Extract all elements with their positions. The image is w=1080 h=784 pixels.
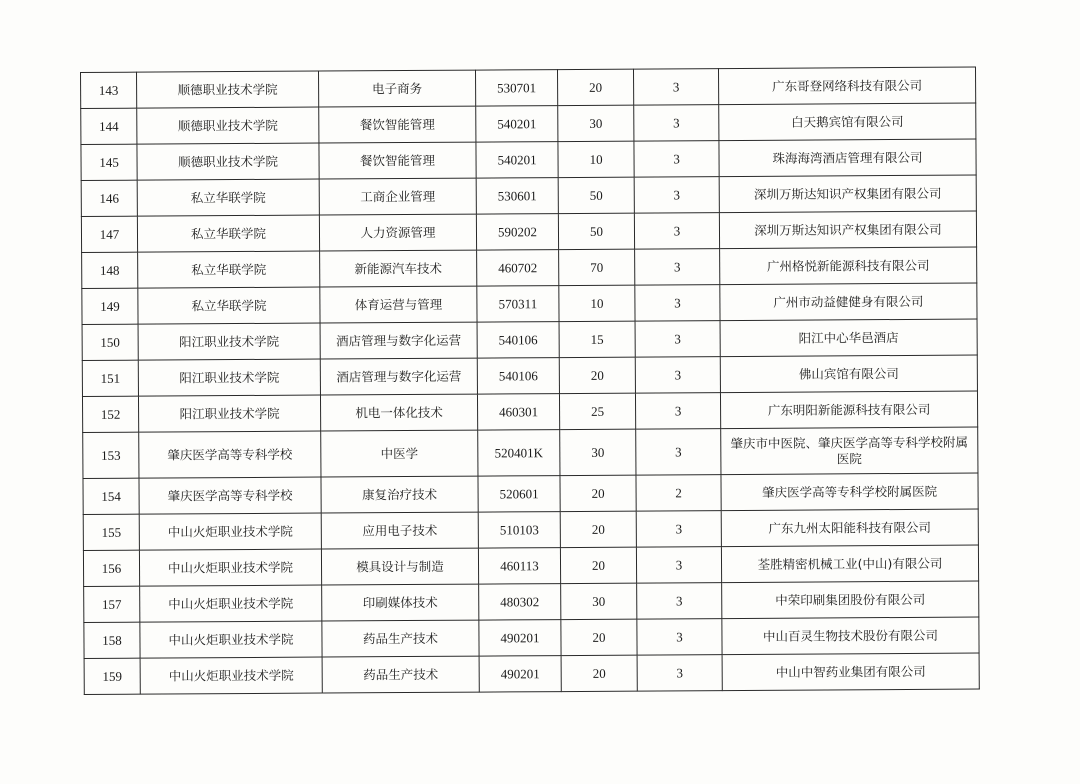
- school-name: 阳江职业技术学院: [138, 359, 320, 396]
- program-years: 3: [635, 321, 720, 358]
- table-row: [84, 653, 979, 694]
- table-row: [83, 545, 978, 586]
- enrollment-count: 10: [559, 285, 635, 321]
- partner-company: 荃胜精密机械工业(中山)有限公司: [721, 545, 978, 583]
- partner-company: 广东九州太阳能科技有限公司: [721, 509, 978, 547]
- school-name: 顺德职业技术学院: [137, 71, 319, 108]
- partner-company: 广东明阳新能源科技有限公司: [720, 391, 977, 429]
- table-row: [83, 473, 978, 514]
- major-name: 餐饮智能管理: [319, 106, 476, 143]
- major-code: 490201: [479, 620, 561, 657]
- major-name: 中医学: [321, 430, 478, 477]
- major-name: 体育运营与管理: [320, 286, 477, 323]
- partner-company: 中山百灵生物技术股份有限公司: [722, 617, 979, 655]
- row-number: 147: [81, 216, 137, 252]
- program-years: 3: [637, 655, 722, 692]
- partner-company: 深圳万斯达知识产权集团有限公司: [719, 211, 976, 249]
- row-number: 159: [84, 658, 140, 694]
- row-number: 149: [82, 288, 138, 324]
- enrollment-count: 30: [561, 583, 637, 619]
- school-name: 顺德职业技术学院: [137, 107, 319, 144]
- program-years: 3: [635, 285, 720, 322]
- table-row: [81, 139, 976, 180]
- partner-company: 广州格悦新能源科技有限公司: [720, 247, 977, 285]
- major-name: 餐饮智能管理: [319, 142, 476, 179]
- major-code: 520601: [478, 476, 560, 513]
- program-table: [80, 67, 980, 695]
- table-row: [82, 391, 977, 432]
- enrollment-count: 20: [561, 619, 637, 655]
- row-number: 158: [84, 622, 140, 658]
- program-years: 3: [637, 619, 722, 656]
- school-name: 肇庆医学高等专科学校: [139, 431, 321, 478]
- program-years: 2: [636, 475, 721, 512]
- table-row: [81, 175, 976, 216]
- school-name: 肇庆医学高等专科学校: [139, 477, 321, 514]
- major-name: 应用电子技术: [321, 512, 478, 549]
- partner-company: 肇庆医学高等专科学校附属医院: [721, 473, 978, 511]
- major-code: 520401K: [478, 430, 560, 477]
- major-code: 460301: [477, 394, 559, 431]
- enrollment-count: 20: [560, 511, 636, 547]
- major-name: 人力资源管理: [319, 214, 476, 251]
- table-row: [81, 211, 976, 252]
- school-name: 私立华联学院: [138, 251, 320, 288]
- major-code: 540106: [477, 322, 559, 359]
- table-row: [82, 247, 977, 288]
- partner-company: 中山中智药业集团有限公司: [722, 653, 979, 691]
- row-number: 148: [82, 252, 138, 288]
- school-name: 阳江职业技术学院: [138, 395, 320, 432]
- school-name: 阳江职业技术学院: [138, 323, 320, 360]
- table-body: [81, 67, 980, 694]
- major-name: 康复治疗技术: [321, 476, 478, 513]
- row-number: 146: [81, 180, 137, 216]
- major-code: 530701: [475, 70, 557, 107]
- row-number: 143: [81, 72, 137, 108]
- major-name: 印刷媒体技术: [322, 584, 479, 621]
- major-name: 药品生产技术: [322, 620, 479, 657]
- major-name: 机电一体化技术: [320, 394, 477, 431]
- partner-company: 中荣印刷集团股份有限公司: [722, 581, 979, 619]
- school-name: 私立华联学院: [137, 179, 319, 216]
- program-years: 3: [635, 249, 720, 286]
- major-code: 540201: [476, 106, 558, 143]
- partner-company: 广东哥登网络科技有限公司: [718, 67, 975, 105]
- table-row: [83, 427, 978, 478]
- table-row: [82, 355, 977, 396]
- enrollment-count: 50: [558, 213, 634, 249]
- program-years: 3: [634, 213, 719, 250]
- major-code: 460113: [478, 548, 560, 585]
- school-name: 中山火炬职业技术学院: [140, 621, 322, 658]
- program-years: 3: [634, 177, 719, 214]
- row-number: 144: [81, 108, 137, 144]
- partner-company: 佛山宾馆有限公司: [720, 355, 977, 393]
- major-code: 490201: [479, 656, 561, 693]
- partner-company: 珠海海湾酒店管理有限公司: [719, 139, 976, 177]
- partner-company: 白天鹅宾馆有限公司: [719, 103, 976, 141]
- partner-company: 肇庆市中医院、肇庆医学高等专科学校附属医院: [721, 427, 978, 475]
- program-years: 3: [634, 141, 719, 178]
- table-row: [81, 103, 976, 144]
- major-code: 590202: [476, 214, 558, 251]
- program-years: 3: [633, 69, 718, 106]
- program-years: 3: [635, 357, 720, 394]
- school-name: 中山火炬职业技术学院: [140, 657, 322, 694]
- table-row: [81, 67, 976, 108]
- program-years: 3: [637, 583, 722, 620]
- enrollment-count: 20: [560, 475, 636, 511]
- table-row: [82, 319, 977, 360]
- enrollment-count: 20: [560, 547, 636, 583]
- table-row: [84, 581, 979, 622]
- major-name: 工商企业管理: [319, 178, 476, 215]
- table-row: [82, 283, 977, 324]
- program-years: 3: [636, 511, 721, 548]
- school-name: 中山火炬职业技术学院: [140, 585, 322, 622]
- row-number: 145: [81, 144, 137, 180]
- enrollment-count: 20: [559, 357, 635, 393]
- school-name: 私立华联学院: [138, 287, 320, 324]
- partner-company: 广州市动益健健身有限公司: [720, 283, 977, 321]
- school-name: 中山火炬职业技术学院: [139, 549, 321, 586]
- row-number: 157: [84, 586, 140, 622]
- enrollment-count: 70: [559, 249, 635, 285]
- row-number: 150: [82, 324, 138, 360]
- school-name: 私立华联学院: [137, 215, 319, 252]
- school-name: 顺德职业技术学院: [137, 143, 319, 180]
- row-number: 155: [83, 514, 139, 550]
- enrollment-count: 15: [559, 321, 635, 357]
- enrollment-count: 30: [560, 429, 636, 475]
- row-number: 153: [83, 432, 139, 478]
- enrollment-count: 50: [558, 177, 634, 213]
- enrollment-count: 30: [558, 105, 634, 141]
- major-name: 模具设计与制造: [321, 548, 478, 585]
- enrollment-count: 10: [558, 141, 634, 177]
- program-years: 3: [636, 429, 721, 476]
- table-row: [83, 509, 978, 550]
- major-name: 酒店管理与数字化运营: [320, 322, 477, 359]
- enrollment-count: 20: [557, 69, 633, 105]
- major-name: 药品生产技术: [322, 656, 479, 693]
- major-code: 460702: [477, 250, 559, 287]
- enrollment-count: 25: [559, 393, 635, 429]
- major-code: 510103: [478, 512, 560, 549]
- table-row: [84, 617, 979, 658]
- school-name: 中山火炬职业技术学院: [139, 513, 321, 550]
- row-number: 152: [82, 396, 138, 432]
- major-code: 530601: [476, 178, 558, 215]
- major-name: 电子商务: [318, 70, 475, 107]
- program-years: 3: [635, 393, 720, 430]
- major-name: 酒店管理与数字化运营: [320, 358, 477, 395]
- major-name: 新能源汽车技术: [320, 250, 477, 287]
- major-code: 540201: [476, 142, 558, 179]
- program-years: 3: [636, 547, 721, 584]
- program-years: 3: [634, 105, 719, 142]
- major-code: 480302: [479, 584, 561, 621]
- partner-company: 深圳万斯达知识产权集团有限公司: [719, 175, 976, 213]
- major-code: 540106: [477, 358, 559, 395]
- major-code: 570311: [477, 286, 559, 323]
- enrollment-count: 20: [561, 655, 637, 691]
- partner-company: 阳江中心华邑酒店: [720, 319, 977, 357]
- row-number: 151: [82, 360, 138, 396]
- row-number: 154: [83, 478, 139, 514]
- row-number: 156: [83, 550, 139, 586]
